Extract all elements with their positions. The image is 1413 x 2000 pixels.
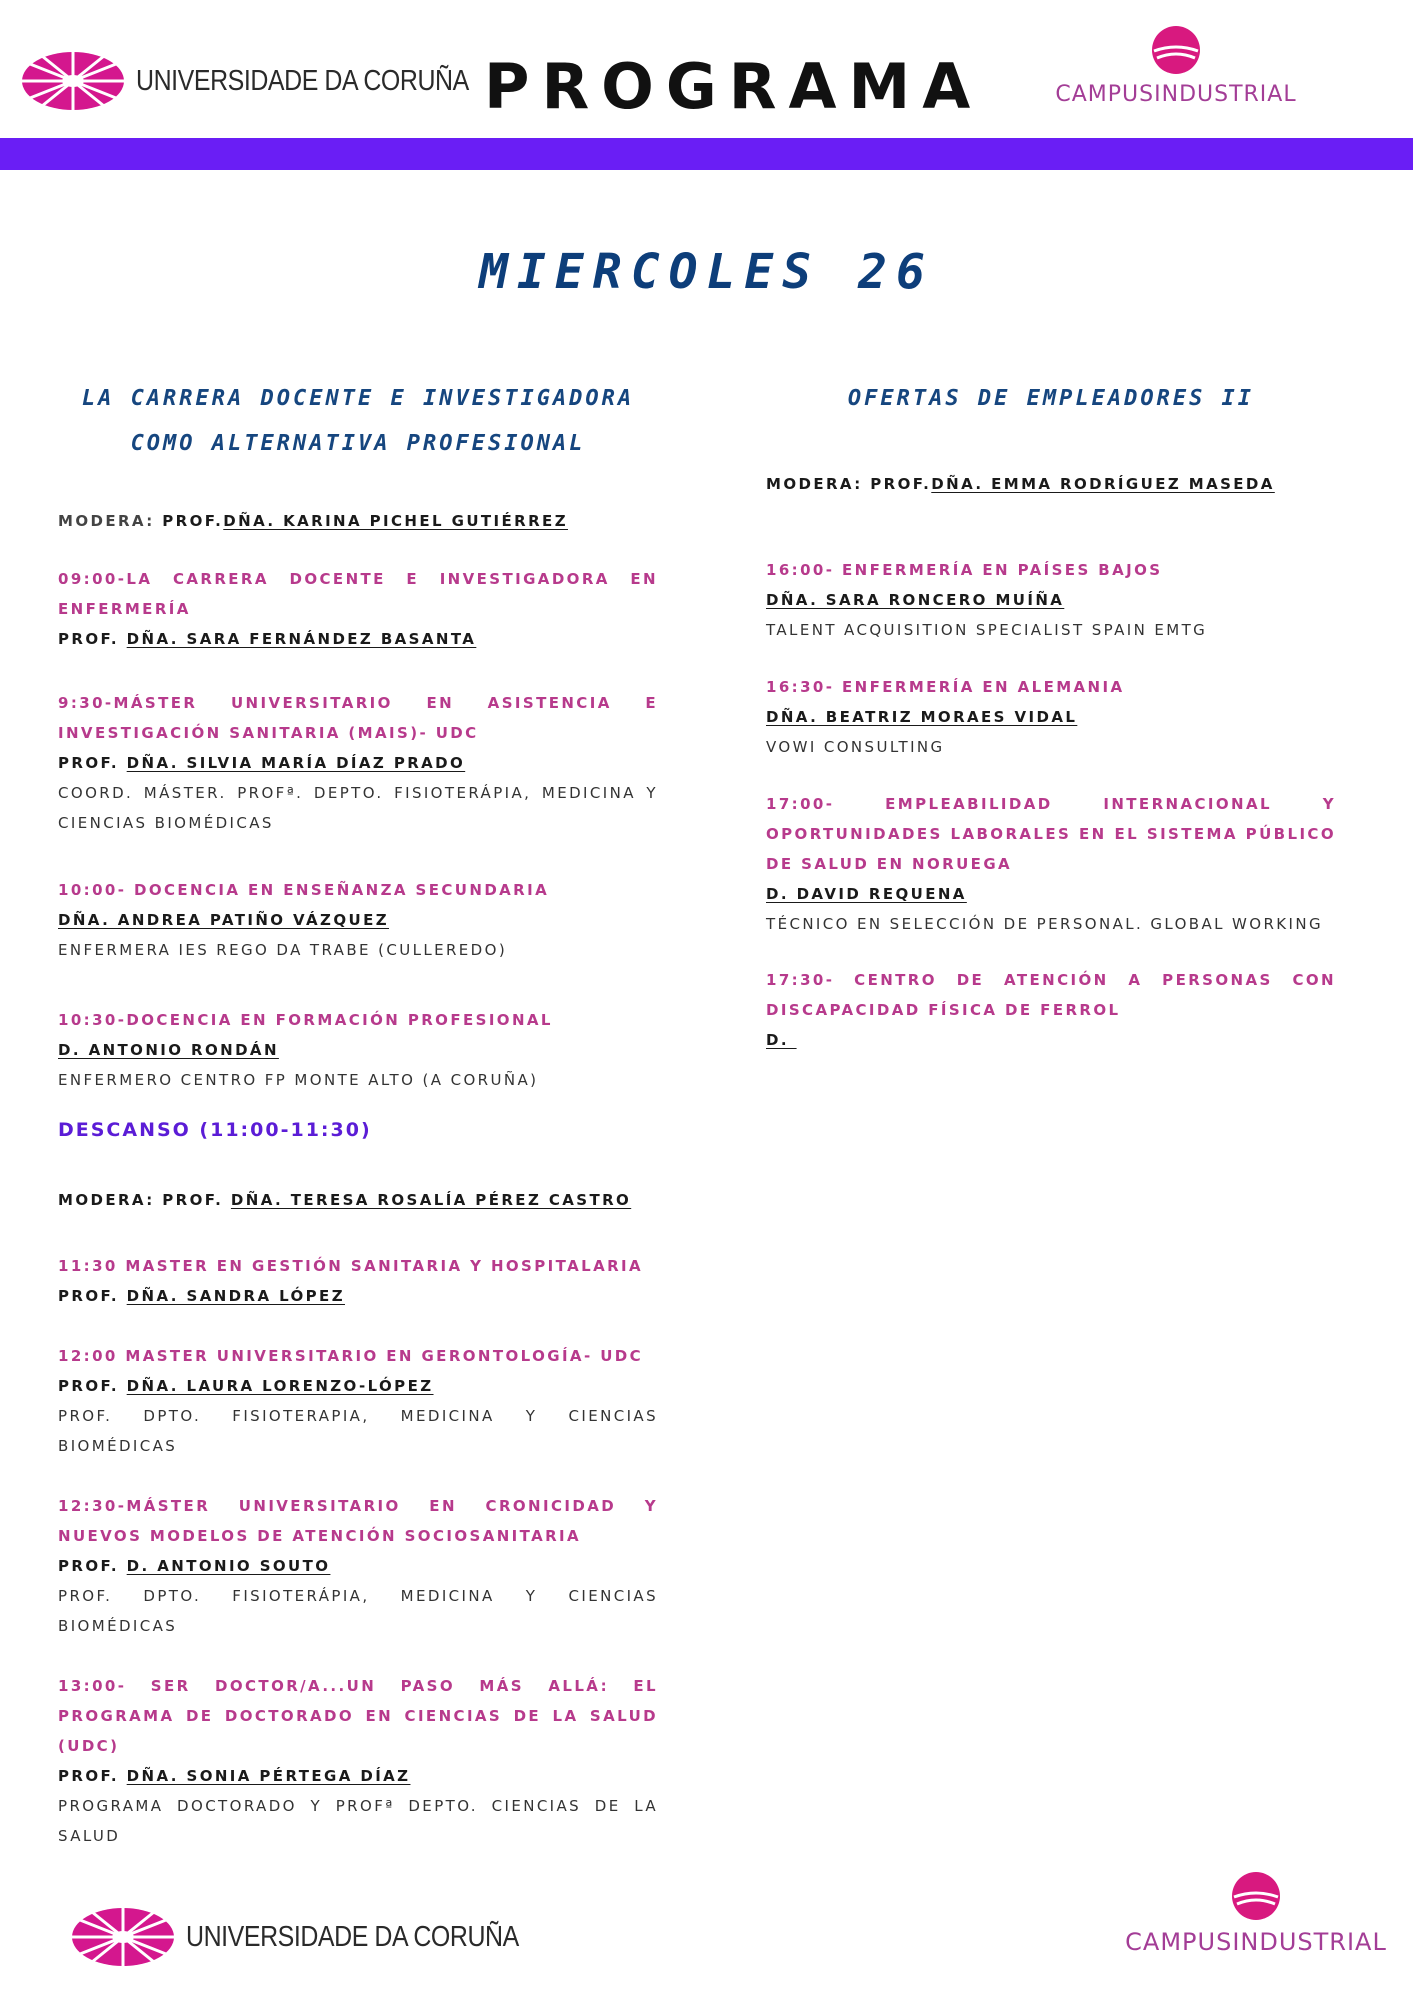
- campus-name: CAMPUSINDUSTRIAL: [1125, 1928, 1387, 1956]
- moderator-name: DÑA. TERESA ROSALÍA PÉREZ CASTRO: [230, 1191, 632, 1209]
- speaker-prefix: PROF.: [58, 630, 127, 648]
- speaker-name: D. DAVID REQUENA: [766, 885, 967, 903]
- talk-title: 16:30- ENFERMERÍA EN ALEMANIA: [766, 678, 1125, 696]
- speaker: [58, 1551, 658, 1581]
- university-name: UNIVERSIDADE DA CORUÑA: [186, 1920, 519, 1953]
- offer-2: [766, 672, 1336, 762]
- talk-title: 17:30- CENTRO DE ATENCIÓN A PERSONAS CON DISCAPACIDAD FÍSICA DE FERROL: [766, 971, 1336, 1019]
- speaker-name: DÑA. SANDRA LÓPEZ: [126, 1287, 345, 1305]
- university-name: UNIVERSIDADE DA CORUÑA: [136, 64, 469, 97]
- talk-6: [58, 1341, 658, 1461]
- speaker-name: D. ANTONIO RONDÁN: [58, 1041, 279, 1059]
- campus-logo-top: [1036, 24, 1316, 107]
- modera-label: MODERA:: [58, 512, 163, 530]
- page-header: [0, 0, 1413, 136]
- offer-3: [766, 789, 1336, 939]
- speaker-role: TÉCNICO EN SELECCIÓN DE PERSONAL. GLOBAL WORKING: [766, 915, 1324, 933]
- speaker-role: TALENT ACQUISITION SPECIALIST SPAIN EMTG: [766, 621, 1208, 639]
- speaker-name: DÑA. SONIA PÉRTEGA DÍAZ: [126, 1767, 411, 1785]
- left-title-line-1: LA CARRERA DOCENTE E INVESTIGADORA: [81, 386, 635, 411]
- talk-1: [58, 564, 658, 654]
- speaker-role: PROF. DPTO. FISIOTERAPIA, MEDICINA Y CIENCIAS BIOMÉDICAS: [58, 1407, 658, 1455]
- campus-emblem-icon: [1228, 1870, 1284, 1922]
- talk-title: 12:30-MÁSTER UNIVERSITARIO EN CRONICIDAD Y NUEVOS MODELOS DE ATENCIÓN SOCIOSANITARIA: [58, 1497, 658, 1545]
- speaker-role: ENFERMERO CENTRO FP MONTE ALTO (A CORUÑA): [58, 1071, 539, 1089]
- talk-3: [58, 875, 658, 965]
- moderator-name: DÑA. EMMA RODRÍGUEZ MASEDA: [931, 475, 1275, 493]
- talk-4: [58, 1005, 658, 1095]
- speaker: [58, 624, 658, 654]
- udc-emblem-icon: [20, 50, 126, 112]
- talk-title: 10:00- DOCENCIA EN ENSEÑANZA SECUNDARIA: [58, 881, 550, 899]
- offer-4: [766, 965, 1336, 1055]
- talk-title: 12:00 MASTER UNIVERSITARIO EN GERONTOLOGÍA- UDC: [58, 1347, 644, 1365]
- talk-8: [58, 1671, 658, 1851]
- speaker-role: ENFERMERA IES REGO DA TRABE (CULLEREDO): [58, 941, 508, 959]
- left-section-title: [58, 376, 658, 466]
- left-column: [58, 376, 658, 1851]
- right-section-title: OFERTAS DE EMPLEADORES II: [847, 386, 1255, 411]
- accent-bar: [0, 138, 1413, 170]
- udc-logo-top: [20, 50, 523, 112]
- campus-emblem-icon: [1148, 24, 1204, 76]
- modera-label: MODERA: PROF.: [58, 1191, 231, 1209]
- speaker-prefix: PROF.: [58, 1377, 127, 1395]
- moderator-name: DÑA. KARINA PICHEL GUTIÉRREZ: [223, 512, 568, 530]
- udc-logo-bottom: [70, 1906, 573, 1968]
- talk-title: 13:00- SER DOCTOR/A...UN PASO MÁS ALLÁ: EL PROGRAMA DE DOCTORADO EN CIENCIAS DE LA SALUD (UDC): [58, 1677, 658, 1755]
- speaker-prefix: PROF.: [58, 1287, 127, 1305]
- talk-title: 09:00-LA CARRERA DOCENTE E INVESTIGADORA EN ENFERMERÍA: [58, 570, 658, 618]
- talk-2: [58, 688, 658, 838]
- campus-logo-bottom: [1106, 1870, 1406, 1956]
- talk-5: [58, 1251, 658, 1311]
- offer-1: [766, 555, 1336, 645]
- speaker-prefix: PROF.: [58, 1557, 127, 1575]
- speaker: [58, 1761, 658, 1791]
- speaker-name: DÑA. SARA FERNÁNDEZ BASANTA: [126, 630, 477, 648]
- speaker-name: DÑA. ANDREA PATIÑO VÁZQUEZ: [58, 911, 389, 929]
- modera-2: [58, 1185, 658, 1215]
- break-label: DESCANSO (11:00-11:30): [58, 1119, 372, 1141]
- speaker-name: D. ANTONIO SOUTO: [126, 1557, 331, 1575]
- speaker-name: DÑA. LAURA LORENZO-LÓPEZ: [126, 1377, 434, 1395]
- page-title: PROGRAMA: [484, 50, 983, 123]
- speaker-role: PROF. DPTO. FISIOTERÁPIA, MEDICINA Y CIENCIAS BIOMÉDICAS: [58, 1587, 658, 1635]
- speaker-role: PROGRAMA DOCTORADO Y PROFª DEPTO. CIENCIAS DE LA SALUD: [58, 1797, 658, 1845]
- speaker: [58, 1281, 658, 1311]
- speaker-name: D.: [766, 1031, 797, 1049]
- speaker: [58, 1371, 658, 1401]
- speaker-role: VOWI CONSULTING: [766, 738, 945, 756]
- modera-right: [766, 469, 1336, 499]
- speaker-role: COORD. MÁSTER. PROFª. DEPTO. FISIOTERÁPIA, MEDICINA Y CIENCIAS BIOMÉDICAS: [58, 784, 658, 832]
- talk-title: 9:30-MÁSTER UNIVERSITARIO EN ASISTENCIA E INVESTIGACIÓN SANITARIA (MAIS)- UDC: [58, 694, 658, 742]
- talk-7: [58, 1491, 658, 1641]
- left-title-line-2: COMO ALTERNATIVA PROFESIONAL: [130, 431, 586, 456]
- talk-title: 11:30 MASTER EN GESTIÓN SANITARIA Y HOSPITALARIA: [58, 1257, 644, 1275]
- talk-title: 17:00- EMPLEABILIDAD INTERNACIONAL Y OPORTUNIDADES LABORALES EN EL SISTEMA PÚBLICO DE SALUD EN NORUEGA: [766, 795, 1336, 873]
- speaker: [766, 1025, 1336, 1055]
- campus-name: CAMPUSINDUSTRIAL: [1055, 82, 1297, 107]
- talk-title: 16:00- ENFERMERÍA EN PAÍSES BAJOS: [766, 561, 1163, 579]
- speaker-name: DÑA. BEATRIZ MORAES VIDAL: [766, 708, 1078, 726]
- modera-prof: PROF.: [162, 512, 224, 530]
- right-column: [766, 376, 1336, 1055]
- day-title: MIERCOLES 26: [479, 244, 934, 300]
- speaker: [58, 748, 658, 778]
- speaker-name: DÑA. SILVIA MARÍA DÍAZ PRADO: [126, 754, 466, 772]
- udc-emblem-icon: [70, 1906, 176, 1968]
- modera-1: [58, 506, 658, 536]
- modera-label: MODERA: PROF.: [766, 475, 932, 493]
- speaker-prefix: PROF.: [58, 1767, 127, 1785]
- speaker-prefix: PROF.: [58, 754, 127, 772]
- speaker-name: DÑA. SARA RONCERO MUÍÑA: [766, 591, 1065, 609]
- talk-title: 10:30-DOCENCIA EN FORMACIÓN PROFESIONAL: [58, 1011, 553, 1029]
